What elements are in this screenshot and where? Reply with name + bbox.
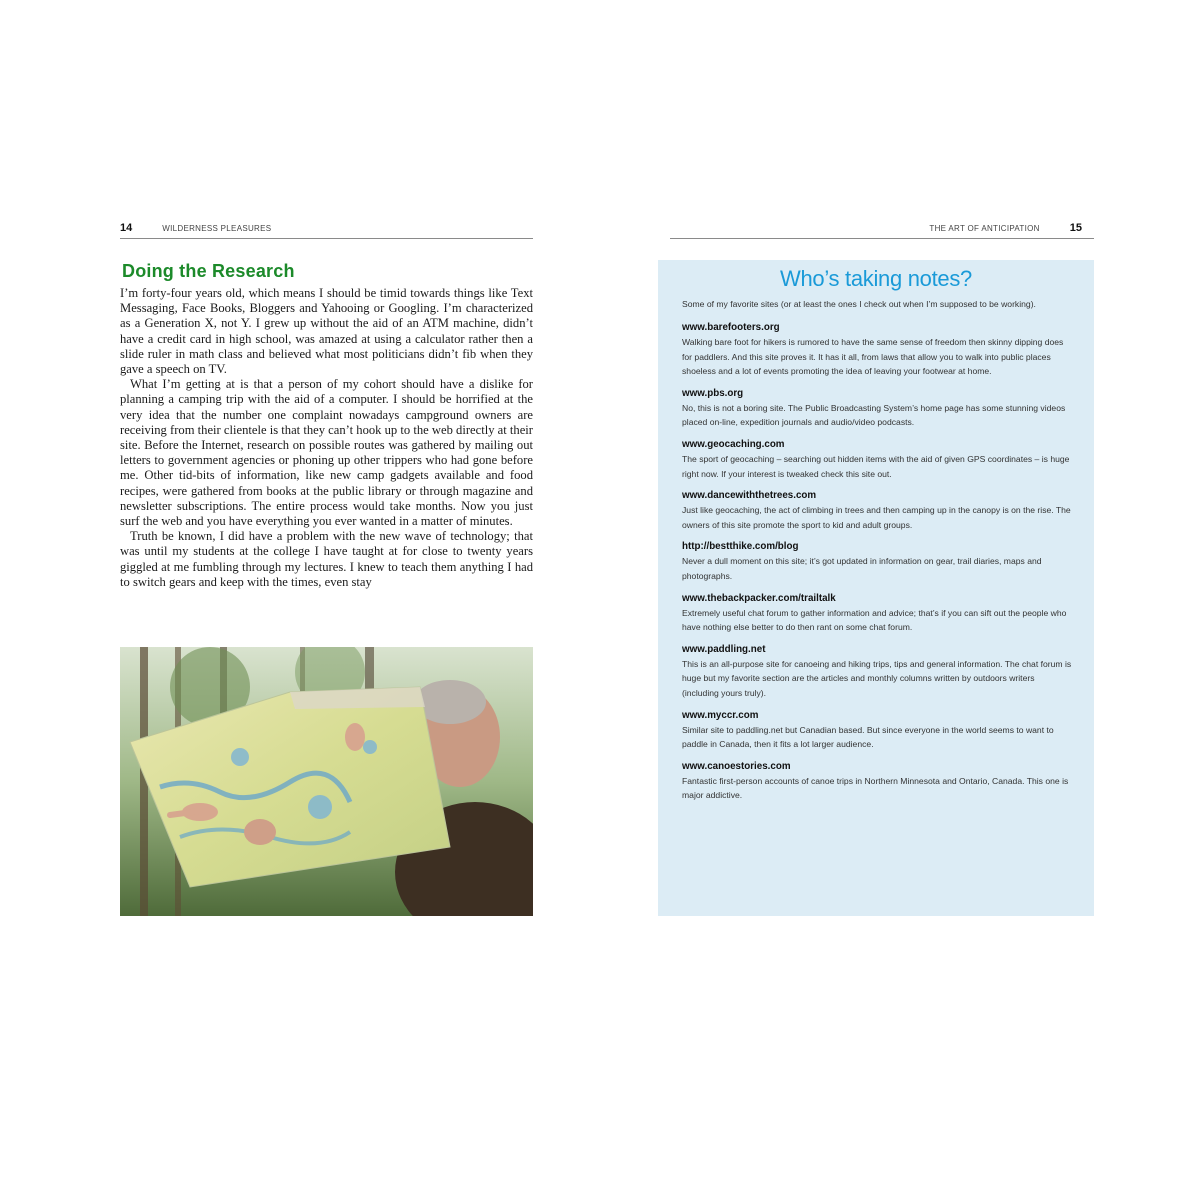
list-item xyxy=(682,322,1072,379)
site-url: www.dancewiththetrees.com xyxy=(682,490,817,502)
page-number: 15 xyxy=(1069,222,1082,234)
list-item xyxy=(682,490,1072,532)
site-description: No, this is not a boring site. The Public Broadcasting System’s home page has some stunning videos placed on-line, expedition journals and audio/video podcasts. xyxy=(682,402,1066,428)
site-url: http://bestthike.com/blog xyxy=(682,541,799,553)
list-item xyxy=(682,644,1072,701)
list-item xyxy=(682,593,1072,635)
site-description: Just like geocaching, the act of climbing in trees and then camping up in the canopy is on the rise. The owners of this site promote the sport to kid and adult groups. xyxy=(682,505,1071,530)
site-description: Fantastic first-person accounts of canoe trips in Northern Minnesota and Ontario, Canada. This one is major addictive. xyxy=(682,775,1069,801)
site-url: www.canoestories.com xyxy=(682,760,791,772)
site-description: Walking bare foot for hikers is rumored to have the same sense of freedom then skinny dipping does for paddlers. And this site proves it. It has it all, from laws that allow you to walk into public places shoeless and a lot of events promoting the idea of leaving your footwear at home. xyxy=(682,337,1064,377)
box-title: Who’s taking notes? xyxy=(779,266,972,291)
photo-illustration xyxy=(120,647,533,916)
site-url: www.paddling.net xyxy=(682,643,766,655)
running-head: THE ART OF ANTICIPATION xyxy=(929,223,1040,233)
page-number: 14 xyxy=(120,222,133,234)
running-header-left xyxy=(120,218,533,239)
list-item xyxy=(682,541,1072,583)
site-description: The sport of geocaching – searching out hidden items with the aid of given GPS coordinates – is huge right now. If your interest is tweaked check this site out. xyxy=(682,453,1070,479)
section-heading: Doing the Research xyxy=(122,261,295,281)
site-url: www.myccr.com xyxy=(682,709,759,721)
body-paragraph: I’m forty-four years old, which means I should be timid towards things like Text Messaging, Face Books, Bloggers and Yahooing or Googling. I’m characterized as a Generation X, not Y. I grew up without the aid of an ATM machine, didn’t have a credit card in high school, was amazed at using a calculator rather then a slide ruler in math class and believed what most politicians didn’t fib when they gave a speech on TV. xyxy=(120,286,533,377)
list-item xyxy=(682,710,1072,752)
body-paragraph: What I’m getting at is that a person of my cohort should have a dislike for planning a camping trip with the aid of a computer. I should be horrified at the very idea that the number one complaint nowadays campground owners are receiving from their clientele is that they can’t hook up to the web directly at their site. Before the Internet, research on possible routes was gathered by mailing out letters to government agencies or phoning up other trippers who had gone before me. Other tid-bits of information, like new camp gadgets available and food recipes, were gathered from books at the public library or through magazine and newsletter subscriptions. The entire process would take months. Now you just surf the web and you have everything you ever wanted in a matter of minutes. xyxy=(120,377,533,529)
site-url: www.geocaching.com xyxy=(682,438,785,450)
site-description: Similar site to paddling.net but Canadian based. But since everyone in the world seems to want to paddle in Canada, then it fits a lot larger audience. xyxy=(682,724,1054,750)
sidebar-box xyxy=(658,260,1094,916)
list-item xyxy=(682,388,1072,430)
site-url: www.thebackpacker.com/trailtalk xyxy=(682,592,836,604)
site-description: This is an all-purpose site for canoeing and hiking trips, tips and general information. The chat forum is huge but my favorite section are the articles and monthly columns written by outdoors writers (including yours truly). xyxy=(682,658,1072,698)
site-url: www.pbs.org xyxy=(682,387,744,399)
site-description: Never a dull moment on this site; it’s got updated in information on gear, trail diaries, maps and photographs. xyxy=(682,556,1042,581)
site-url: www.barefooters.org xyxy=(682,322,780,333)
right-page xyxy=(658,218,1094,801)
body-paragraph: Truth be known, I did have a problem with the new wave of technology; that was until my students at the college I have taught at for close to twenty years giggled at me fumbling through my lectures. I knew to teach them anything I had to switch gears and keep with the times, even stay xyxy=(120,529,533,589)
list-item xyxy=(682,439,1072,481)
running-header-right xyxy=(670,218,1094,239)
list-item xyxy=(682,761,1072,803)
map-reading-photo xyxy=(120,647,533,916)
site-description: Extremely useful chat forum to gather information and advice; that’s if you can sift out the people who have nothing else better to do then rant on some chat forum. xyxy=(682,607,1067,633)
running-head: WILDERNESS PLEASURES xyxy=(162,223,272,233)
box-intro: Some of my favorite sites (or at least the ones I check out when I’m supposed to be working). xyxy=(682,299,1036,309)
left-page xyxy=(120,218,533,590)
